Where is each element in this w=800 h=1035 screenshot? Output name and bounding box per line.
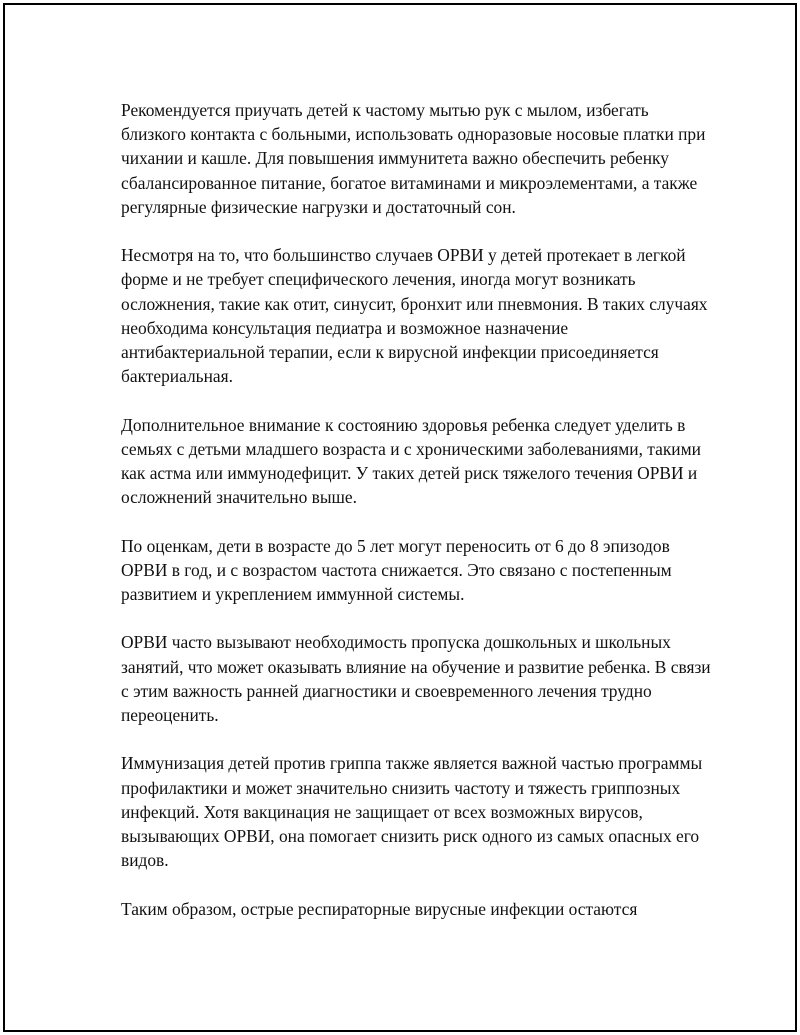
- paragraph-conclusion: Таким образом, острые респираторные вирусные инфекции остаются: [121, 898, 638, 919]
- page-border: [3, 3, 797, 1032]
- paragraph-risk-groups: Дополнительное внимание к состоянию здоровья ребенка следует уделить в семьях с детьми младшего возраста и с хроническими заболеваниями, такими как астма или иммунодефицит. У таких детей риск тяжелого течения ОРВИ и осложнений значительно выше.: [121, 414, 701, 508]
- paragraph-hygiene-and-immunity: Рекомендуется приучать детей к частому мытью рук с мылом, избегать близкого контакта с больными, использовать одноразовые носовые платки при чихании и кашле. Для повышения иммунитета важно обеспечить ребенку сбалансированное питание, богатое витаминами и микроэлементами, а также регулярные физические нагрузки и достаточный сон.: [121, 100, 706, 217]
- paragraph-complications: Несмотря на то, что большинство случаев ОРВИ у детей протекает в легкой форме и не требует специфического лечения, иногда могут возникать осложнения, такие как отит, синусит, бронхит или пневмония. В таких случаях необходима консультация педиатра и возможное назначение антибактериальной терапии, если к вирусной инфекции присоединяется бактериальная.: [121, 245, 708, 387]
- paragraph-frequency-estimates: По оценкам, дети в возрасте до 5 лет могут переносить от 6 до 8 эпизодов ОРВИ в год, и с возрастом частота снижается. Это связано с постепенным развитием и укреплением иммунной системы.: [121, 535, 672, 605]
- document-body: [121, 98, 711, 921]
- paragraph-school-absence: ОРВИ часто вызывают необходимость пропуска дошкольных и школьных занятий, что может оказывать влияние на обучение и развитие ребенка. В связи с этим важность ранней диагностики и своевременного лечения трудно переоценить.: [121, 632, 711, 726]
- paragraph-flu-immunization: Иммунизация детей против гриппа также является важной частью программы профилактики и может значительно снизить частоту и тяжесть гриппозных инфекций. Хотя вакцинация не защищает от всех возможных вирусов, вызывающих ОРВИ, она помогает снизить риск одного из самых опасных его видов.: [121, 753, 703, 871]
